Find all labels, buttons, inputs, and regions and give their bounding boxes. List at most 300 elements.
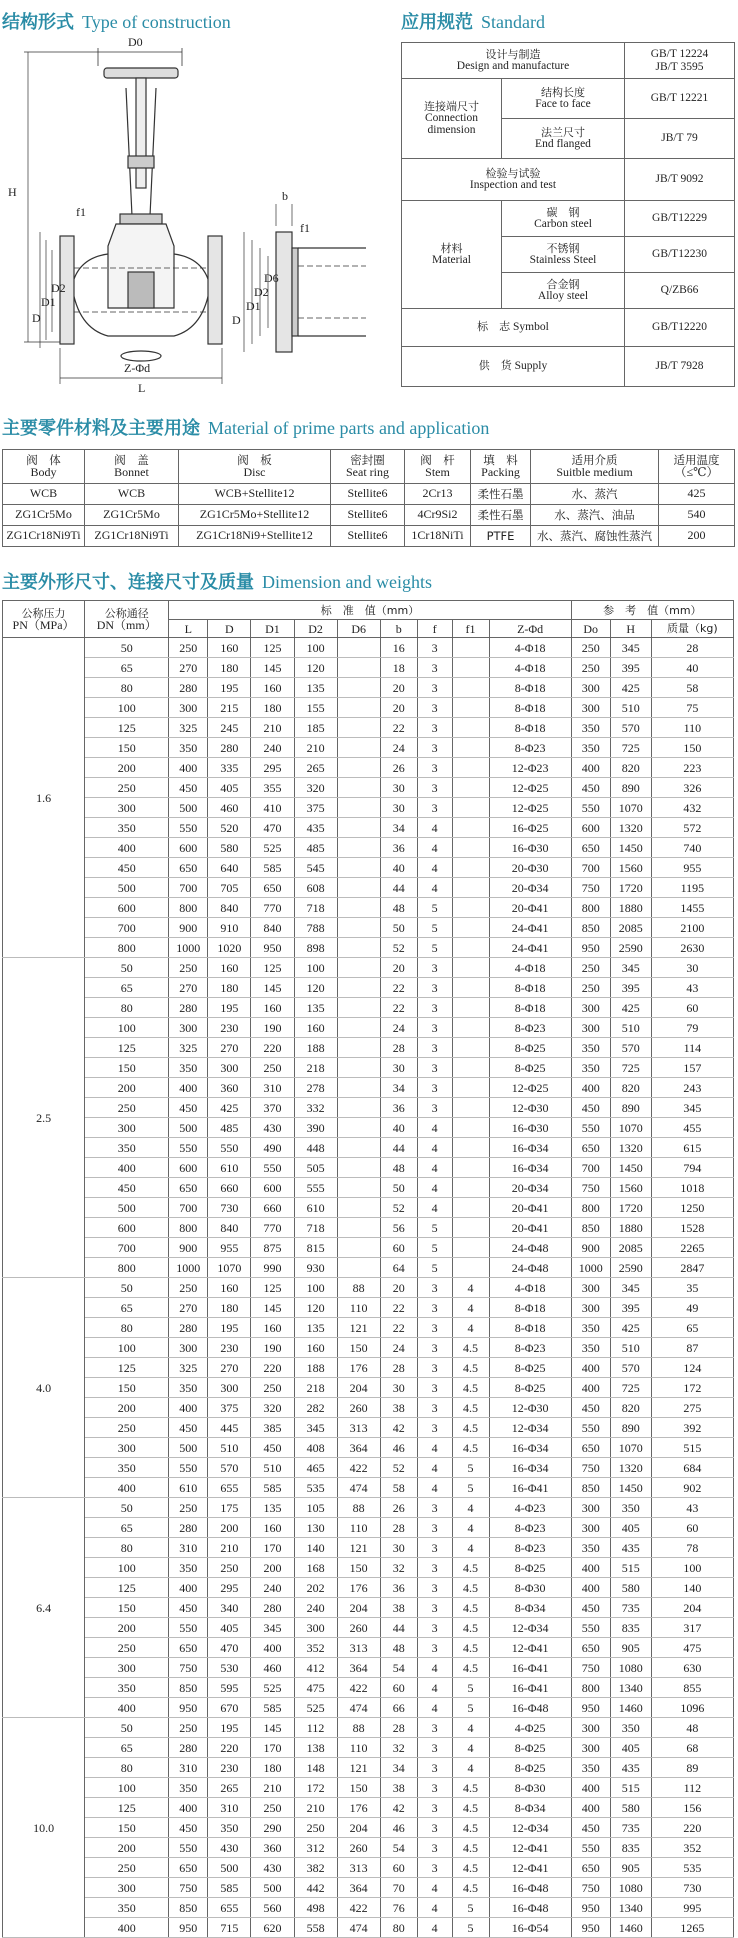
- dimensions-cell: 300: [571, 1718, 610, 1738]
- dimensions-cell: 442: [294, 1878, 337, 1898]
- dimensions-cell: 280: [169, 678, 208, 698]
- dimensions-row: [3, 1398, 734, 1418]
- std-col-header: L: [169, 620, 208, 638]
- dimensions-cell: [452, 658, 489, 678]
- dimensions-row: [3, 1358, 734, 1378]
- dimensions-cell: 400: [571, 1358, 610, 1378]
- dimensions-cell: 210: [208, 1538, 251, 1558]
- dimensions-row: [3, 1718, 734, 1738]
- dimensions-cell: 850: [571, 1478, 610, 1498]
- dimensions-cell: 300: [85, 1118, 169, 1138]
- dimensions-cell: 580: [208, 838, 251, 858]
- dimensions-cell: 4.5: [452, 1638, 489, 1658]
- dimensions-row: [3, 1138, 734, 1158]
- dimensions-cell: 425: [610, 678, 651, 698]
- dimensions-cell: 550: [169, 1618, 208, 1638]
- materials-cell: WCB+Stellite12: [179, 484, 331, 505]
- dimensions-cell: 148: [294, 1758, 337, 1778]
- dimensions-cell: 112: [294, 1718, 337, 1738]
- materials-cell: PTFE: [471, 526, 531, 547]
- dimensions-cell: 735: [610, 1598, 651, 1618]
- dimensions-cell: 4.5: [452, 1578, 489, 1598]
- dimensions-cell: 520: [208, 818, 251, 838]
- dimensions-cell: 515: [610, 1558, 651, 1578]
- dimensions-cell: 54: [380, 1838, 417, 1858]
- standard-row-design: [402, 43, 735, 79]
- dimensions-cell: 3: [417, 1758, 452, 1778]
- dimensions-cell: 190: [251, 1338, 294, 1358]
- dimensions-cell: 650: [571, 1138, 610, 1158]
- dimensions-cell: 550: [571, 1418, 610, 1438]
- dimensions-row: [3, 1118, 734, 1138]
- dimensions-row: [3, 1478, 734, 1498]
- materials-cell: 425: [659, 484, 735, 505]
- dimensions-cell: [452, 858, 489, 878]
- dimensions-cell: 1000: [169, 1258, 208, 1278]
- dimensions-row: [3, 898, 734, 918]
- label-f1: f1: [76, 205, 86, 219]
- dimensions-cell: 485: [208, 1118, 251, 1138]
- dimensions-row: [3, 718, 734, 738]
- dimensions-row: [3, 1078, 734, 1098]
- dimensions-row: [3, 1538, 734, 1558]
- standard-row-inspection: [402, 159, 735, 201]
- materials-cell: 2Cr13: [405, 484, 471, 505]
- dimensions-row: [3, 698, 734, 718]
- dimensions-cell: 650: [169, 858, 208, 878]
- dimensions-cell: 370: [251, 1098, 294, 1118]
- dimensions-cell: 435: [610, 1758, 651, 1778]
- dimensions-cell: [337, 1198, 380, 1218]
- dimensions-cell: 172: [651, 1378, 733, 1398]
- dimensions-cell: 950: [571, 1898, 610, 1918]
- dimensions-cell: 280: [251, 1598, 294, 1618]
- dimensions-cell: 250: [294, 1818, 337, 1838]
- dimensions-cell: 195: [208, 998, 251, 1018]
- dimensions-cell: 500: [169, 798, 208, 818]
- dimensions-cell: 840: [208, 1218, 251, 1238]
- dimensions-cell: 250: [571, 658, 610, 678]
- dimensions-cell: 2590: [610, 938, 651, 958]
- dimensions-cell: 4: [417, 858, 452, 878]
- dimensions-cell: 800: [85, 938, 169, 958]
- pn-cell: 2.5: [3, 958, 85, 1278]
- pn-header-en: PN（MPa）: [12, 617, 75, 632]
- dimensions-cell: 510: [610, 1018, 651, 1038]
- dimensions-cell: 515: [651, 1438, 733, 1458]
- dimensions-cell: 300: [571, 678, 610, 698]
- std-col-header: D: [208, 620, 251, 638]
- materials-cell: ZG1Cr5Mo: [85, 505, 179, 526]
- dimensions-cell: 1080: [610, 1658, 651, 1678]
- dimensions-cell: 48: [380, 1638, 417, 1658]
- dimensions-cell: 600: [169, 838, 208, 858]
- dimensions-row: [3, 1238, 734, 1258]
- dimensions-cell: 3: [417, 1858, 452, 1878]
- pn-cell: 10.0: [3, 1718, 85, 1938]
- dimensions-cell: 4: [417, 818, 452, 838]
- dimensions-cell: 80: [85, 1758, 169, 1778]
- dimensions-cell: 610: [208, 1158, 251, 1178]
- dimensions-cell: 515: [610, 1778, 651, 1798]
- dimensions-cell: 121: [337, 1318, 380, 1338]
- dimensions-cell: 40: [380, 1118, 417, 1138]
- dimensions-cell: 28: [380, 1358, 417, 1378]
- standard-design-value: GB/T 12224 JB/T 3595: [625, 43, 735, 79]
- dimensions-cell: 955: [651, 858, 733, 878]
- dimensions-cell: 5: [417, 938, 452, 958]
- materials-cell: 水、蒸汽、腐蚀性蒸汽: [531, 526, 659, 547]
- dimensions-cell: 450: [85, 858, 169, 878]
- dimensions-cell: 345: [610, 958, 651, 978]
- dimensions-cell: 24: [380, 1338, 417, 1358]
- dimensions-cell: 5: [452, 1478, 489, 1498]
- dimensions-cell: 310: [169, 1538, 208, 1558]
- dimensions-cell: 22: [380, 1318, 417, 1338]
- dimensions-cell: 750: [571, 1878, 610, 1898]
- dimensions-cell: 725: [610, 1378, 651, 1398]
- dimensions-cell: 1320: [610, 818, 651, 838]
- dimensions-cell: 135: [294, 1318, 337, 1338]
- dimensions-cell: 345: [294, 1418, 337, 1438]
- dimensions-cell: 300: [571, 1298, 610, 1318]
- dimensions-cell: 8-Φ25: [489, 1738, 571, 1758]
- dimensions-cell: 22: [380, 1298, 417, 1318]
- dimensions-cell: 8-Φ25: [489, 1038, 571, 1058]
- materials-cell: ZG1Cr18Ni9+Stellite12: [179, 526, 331, 547]
- dimensions-cell: 332: [294, 1098, 337, 1118]
- dimensions-cell: 900: [169, 1238, 208, 1258]
- dimensions-cell: 510: [610, 1338, 651, 1358]
- dimensions-cell: 525: [251, 838, 294, 858]
- dimensions-row: [3, 1518, 734, 1538]
- dimensions-cell: 1560: [610, 1178, 651, 1198]
- dimensions-cell: 88: [337, 1278, 380, 1298]
- dimensions-cell: 3: [417, 738, 452, 758]
- dimensions-cell: 460: [208, 798, 251, 818]
- dimensions-cell: 585: [251, 1478, 294, 1498]
- dimensions-row: [3, 1218, 734, 1238]
- dn-header-en: DN（mm）: [96, 617, 157, 632]
- dimensions-cell: 530: [208, 1658, 251, 1678]
- dimensions-cell: 4.5: [452, 1878, 489, 1898]
- dimensions-cell: 300: [294, 1618, 337, 1638]
- dimensions-cell: 8-Φ18: [489, 1298, 571, 1318]
- dimensions-cell: 125: [85, 1578, 169, 1598]
- dimensions-cell: 995: [651, 1898, 733, 1918]
- dimensions-cell: 50: [85, 1278, 169, 1298]
- standard-title-en: Standard: [481, 12, 545, 32]
- dimensions-cell: 310: [251, 1078, 294, 1098]
- dimensions-cell: 16-Φ34: [489, 1438, 571, 1458]
- dimensions-cell: [452, 1138, 489, 1158]
- dimensions-cell: 170: [251, 1538, 294, 1558]
- dimensions-cell: 110: [337, 1518, 380, 1538]
- dimensions-cell: 65: [85, 1518, 169, 1538]
- dimensions-cell: [337, 738, 380, 758]
- dimensions-cell: 250: [169, 638, 208, 658]
- dimensions-cell: 35: [651, 1278, 733, 1298]
- dimensions-cell: 4: [452, 1518, 489, 1538]
- standard-connection-label: 连接端尺寸 Connection dimension: [402, 79, 502, 159]
- dimensions-cell: 3: [417, 718, 452, 738]
- dimensions-cell: 422: [337, 1458, 380, 1478]
- dimensions-cell: 240: [294, 1598, 337, 1618]
- dimensions-cell: 4.5: [452, 1438, 489, 1458]
- dimensions-cell: [452, 1018, 489, 1038]
- dimensions-cell: 157: [651, 1058, 733, 1078]
- dimensions-cell: 30: [380, 1378, 417, 1398]
- dimensions-cell: 280: [208, 738, 251, 758]
- dimensions-cell: 150: [85, 1058, 169, 1078]
- dimensions-cell: 1000: [571, 1258, 610, 1278]
- dimensions-cell: 550: [571, 798, 610, 818]
- dimensions-cell: 905: [610, 1638, 651, 1658]
- dimensions-cell: 280: [169, 998, 208, 1018]
- standard-supply-label: 供 货 Supply: [402, 347, 625, 387]
- dimensions-cell: 65: [85, 658, 169, 678]
- dimensions-cell: [337, 978, 380, 998]
- materials-cell: 1Cr18NiTi: [405, 526, 471, 547]
- dimensions-cell: 3: [417, 1578, 452, 1598]
- dimensions-cell: 4: [452, 1758, 489, 1778]
- materials-cell: 水、蒸汽、油品: [531, 505, 659, 526]
- dimensions-cell: 24-Φ48: [489, 1258, 571, 1278]
- dimensions-cell: 470: [208, 1638, 251, 1658]
- dimensions-cell: 16-Φ48: [489, 1898, 571, 1918]
- dimensions-cell: 5: [417, 1218, 452, 1238]
- dimensions-cell: 22: [380, 978, 417, 998]
- reference-values-header: 参 考 值（mm）: [571, 601, 733, 620]
- detail-label-f1: f1: [300, 221, 310, 235]
- materials-row: [3, 484, 735, 505]
- dimensions-cell: 450: [85, 1178, 169, 1198]
- dimensions-cell: 105: [294, 1498, 337, 1518]
- dimensions-cell: 40: [651, 658, 733, 678]
- dimensions-cell: 4: [417, 1918, 452, 1938]
- dimensions-cell: 88: [337, 1498, 380, 1518]
- dimensions-cell: 1880: [610, 1218, 651, 1238]
- dimensions-cell: 3: [417, 1378, 452, 1398]
- dimensions-row: [3, 638, 734, 658]
- dimensions-cell: 30: [380, 798, 417, 818]
- dimensions-cell: 250: [85, 1418, 169, 1438]
- dimensions-row: [3, 1838, 734, 1858]
- construction-heading: [2, 8, 231, 34]
- dimensions-cell: 350: [571, 1338, 610, 1358]
- standard-row-face: [402, 79, 735, 119]
- dimensions-cell: [337, 1078, 380, 1098]
- dimensions-cell: [337, 798, 380, 818]
- dimensions-cell: 160: [251, 1318, 294, 1338]
- dimensions-cell: 950: [571, 1918, 610, 1938]
- dimensions-row: [3, 778, 734, 798]
- dimensions-cell: 4: [417, 1458, 452, 1478]
- standard-material-label: 材料 Material: [402, 201, 502, 309]
- dimensions-row: [3, 1758, 734, 1778]
- dimensions-cell: 750: [571, 878, 610, 898]
- dimensions-cell: 250: [85, 778, 169, 798]
- dimensions-cell: 350: [571, 1318, 610, 1338]
- dimensions-cell: [337, 938, 380, 958]
- dimensions-cell: 36: [380, 1098, 417, 1118]
- dimensions-cell: 8-Φ23: [489, 1018, 571, 1038]
- dimensions-cell: 385: [251, 1418, 294, 1438]
- handwheel-drawing: [98, 48, 182, 78]
- dimensions-cell: 250: [571, 978, 610, 998]
- dimensions-row: [3, 738, 734, 758]
- dimensions-cell: 3: [417, 1058, 452, 1078]
- dimensions-cell: 16-Φ30: [489, 1118, 571, 1138]
- dimensions-cell: 718: [294, 1218, 337, 1238]
- dimensions-cell: 902: [651, 1478, 733, 1498]
- dimensions-cell: 8-Φ18: [489, 978, 571, 998]
- dimensions-cell: 400: [571, 1578, 610, 1598]
- dimensions-cell: 4-Φ18: [489, 638, 571, 658]
- dimensions-cell: 65: [85, 978, 169, 998]
- dimensions-cell: 412: [294, 1658, 337, 1678]
- dimensions-cell: [452, 718, 489, 738]
- dimensions-cell: 250: [208, 1558, 251, 1578]
- dimensions-row: [3, 1298, 734, 1318]
- standard-title-zh: 应用规范: [401, 12, 473, 33]
- dimensions-cell: 3: [417, 1418, 452, 1438]
- dimensions-cell: [337, 778, 380, 798]
- dimensions-cell: 250: [169, 1718, 208, 1738]
- dimensions-cell: 50: [380, 1178, 417, 1198]
- dimensions-cell: 250: [169, 1498, 208, 1518]
- dimensions-cell: [452, 798, 489, 818]
- dimensions-cell: 125: [85, 1038, 169, 1058]
- dimensions-cell: 355: [251, 778, 294, 798]
- dimensions-cell: 52: [380, 938, 417, 958]
- materials-cell: ZG1Cr5Mo+Stellite12: [179, 505, 331, 526]
- dimensions-cell: 5: [452, 1698, 489, 1718]
- materials-cell: 4Cr9Si2: [405, 505, 471, 526]
- dimensions-cell: 770: [251, 898, 294, 918]
- dimensions-row: [3, 1058, 734, 1078]
- label-h: H: [8, 185, 17, 199]
- dimensions-cell: 200: [85, 1398, 169, 1418]
- materials-cell: WCB: [85, 484, 179, 505]
- std-col-header: f1: [452, 620, 489, 638]
- dimensions-cell: 930: [294, 1258, 337, 1278]
- dimensions-cell: 3: [417, 1618, 452, 1638]
- dimensions-cell: 4-Φ18: [489, 658, 571, 678]
- dimensions-cell: 3: [417, 958, 452, 978]
- dimensions-cell: 875: [251, 1238, 294, 1258]
- dimensions-cell: 390: [294, 1118, 337, 1138]
- materials-cell: 柔性石墨: [471, 484, 531, 505]
- dimensions-cell: 700: [169, 878, 208, 898]
- dimensions-cell: 125: [85, 718, 169, 738]
- dimensions-cell: 395: [610, 1298, 651, 1318]
- dimensions-cell: 300: [85, 798, 169, 818]
- dimensions-cell: 905: [610, 1858, 651, 1878]
- dimensions-cell: 432: [651, 798, 733, 818]
- dimensions-cell: 125: [251, 1278, 294, 1298]
- dimensions-cell: 240: [251, 1578, 294, 1598]
- dimensions-cell: 230: [208, 1758, 251, 1778]
- dimensions-row: [3, 1098, 734, 1118]
- dimensions-cell: 800: [169, 898, 208, 918]
- dimensions-row: [3, 1618, 734, 1638]
- dimensions-cell: 150: [337, 1338, 380, 1358]
- dimensions-cell: 12-Φ25: [489, 1078, 571, 1098]
- dimensions-cell: 3: [417, 758, 452, 778]
- dimensions-cell: 80: [380, 1918, 417, 1938]
- dimensions-cell: 375: [208, 1398, 251, 1418]
- label-l: L: [138, 381, 146, 395]
- dimensions-cell: 87: [651, 1338, 733, 1358]
- dimensions-cell: 120: [294, 978, 337, 998]
- dimensions-cell: 300: [85, 1658, 169, 1678]
- dimensions-cell: 5: [452, 1918, 489, 1938]
- dimensions-cell: 65: [85, 1298, 169, 1318]
- dimensions-cell: 1450: [610, 1478, 651, 1498]
- dimensions-cell: 8-Φ23: [489, 1538, 571, 1558]
- std-col-header: b: [380, 620, 417, 638]
- dimensions-cell: 160: [251, 1518, 294, 1538]
- dimensions-cell: 36: [380, 838, 417, 858]
- dimensions-cell: 352: [651, 1838, 733, 1858]
- dimensions-cell: 715: [208, 1918, 251, 1938]
- dimensions-cell: 80: [85, 678, 169, 698]
- dimensions-cell: 655: [208, 1898, 251, 1918]
- dimensions-cell: 150: [337, 1558, 380, 1578]
- dimensions-cell: 300: [169, 1338, 208, 1358]
- dimensions-cell: 500: [169, 1438, 208, 1458]
- dimensions-row: [3, 1918, 734, 1938]
- dimensions-cell: 400: [571, 1558, 610, 1578]
- dimensions-row: [3, 1558, 734, 1578]
- dimensions-cell: 5: [452, 1678, 489, 1698]
- standard-values-header: 标 准 值（mm）: [169, 601, 571, 620]
- dimensions-cell: 145: [251, 1298, 294, 1318]
- standard-row-supply: [402, 347, 735, 387]
- dimensions-cell: 570: [610, 1038, 651, 1058]
- dimensions-cell: [452, 998, 489, 1018]
- dimensions-cell: 300: [571, 1738, 610, 1758]
- construction-title-zh: 结构形式: [2, 12, 74, 33]
- dimensions-cell: 50: [85, 1718, 169, 1738]
- dimensions-cell: 12-Φ30: [489, 1398, 571, 1418]
- dimensions-cell: 890: [610, 778, 651, 798]
- dimensions-cell: 364: [337, 1878, 380, 1898]
- materials-row: [3, 526, 735, 547]
- dimensions-cell: 160: [294, 1018, 337, 1038]
- dimensions-cell: 770: [251, 1218, 294, 1238]
- dimensions-cell: 352: [294, 1638, 337, 1658]
- dimensions-cell: 172: [294, 1778, 337, 1798]
- dimensions-cell: [452, 1158, 489, 1178]
- dimensions-cell: 660: [251, 1198, 294, 1218]
- dimensions-cell: 16-Φ54: [489, 1918, 571, 1938]
- dimensions-cell: 395: [610, 978, 651, 998]
- dimensions-cell: [452, 1118, 489, 1138]
- pn-cell: 6.4: [3, 1498, 85, 1718]
- dimensions-cell: 150: [85, 1818, 169, 1838]
- dimensions-cell: 16-Φ41: [489, 1478, 571, 1498]
- dimensions-row: [3, 1278, 734, 1298]
- dimensions-cell: 150: [337, 1778, 380, 1798]
- dimensions-cell: 350: [571, 1038, 610, 1058]
- dimensions-cell: 474: [337, 1478, 380, 1498]
- dimensions-cell: 200: [85, 1618, 169, 1638]
- dimensions-cell: 8-Φ34: [489, 1798, 571, 1818]
- dimensions-cell: 210: [294, 1798, 337, 1818]
- dimensions-cell: [337, 658, 380, 678]
